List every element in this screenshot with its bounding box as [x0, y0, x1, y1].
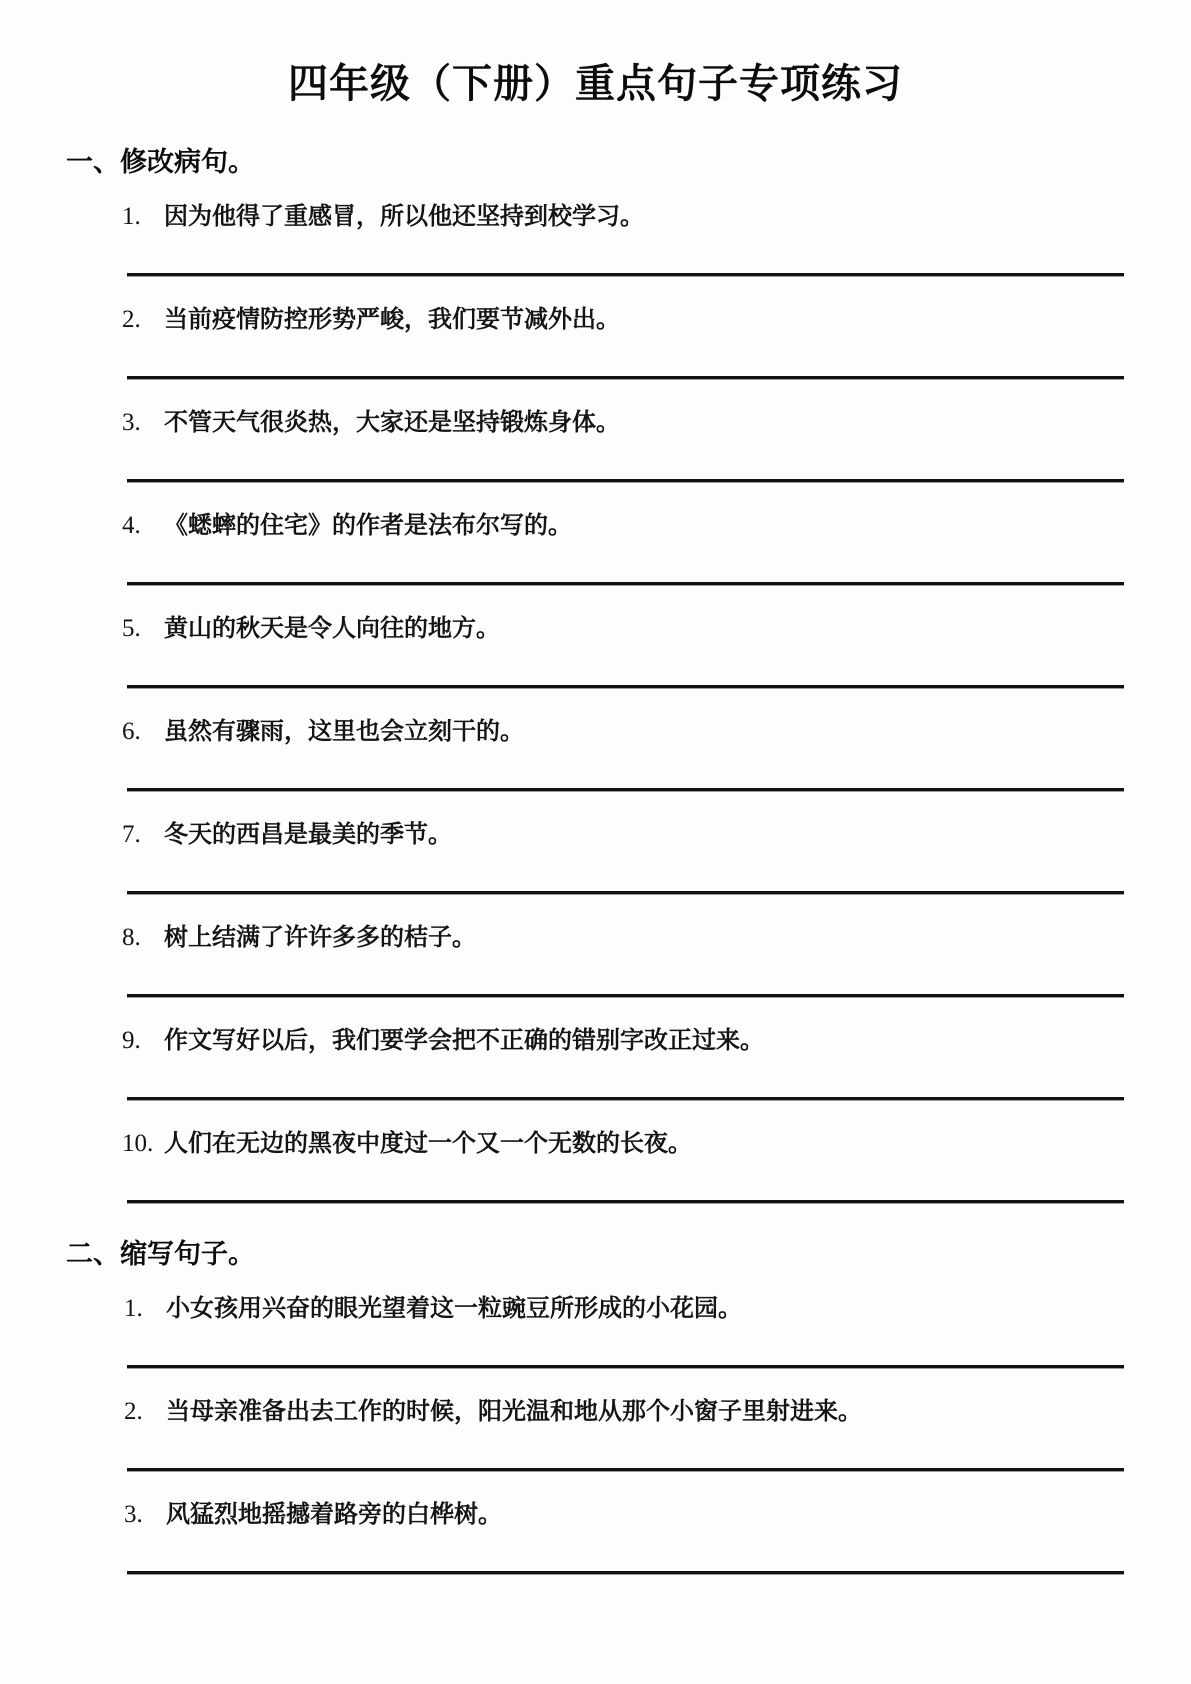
item-text: 当母亲准备出去工作的时候，阳光温和地从那个小窗子里射进来。: [166, 1397, 862, 1425]
answer-line[interactable]: [127, 788, 1124, 792]
exercise-item: [122, 711, 1131, 746]
answer-line[interactable]: [127, 1468, 1124, 1472]
exercise-item: [122, 402, 1131, 437]
answer-line[interactable]: [127, 1097, 1124, 1101]
answer-line[interactable]: [127, 891, 1124, 895]
exercise-item: [122, 814, 1131, 849]
answer-line[interactable]: [127, 1365, 1124, 1369]
exercise-item: [124, 1288, 1131, 1323]
item-number: 1.: [122, 203, 141, 230]
item-number: 9.: [122, 1027, 141, 1054]
section-heading-shorten-sentences: 二、缩写句子。: [66, 1239, 255, 1270]
item-text: 冬天的西昌是最美的季节。: [164, 820, 452, 848]
item-text: 不管天气很炎热，大家还是坚持锻炼身体。: [164, 408, 620, 436]
answer-line[interactable]: [127, 685, 1124, 689]
answer-line[interactable]: [127, 582, 1124, 586]
item-number: 4.: [122, 512, 141, 539]
item-text: 当前疫情防控形势严峻，我们要节减外出。: [164, 305, 620, 333]
item-text: 风猛烈地摇撼着路旁的白桦树。: [166, 1500, 502, 1528]
item-number: 3.: [124, 1501, 143, 1528]
item-text: 人们在无边的黑夜中度过一个又一个无数的长夜。: [164, 1129, 692, 1157]
exercise-item: [124, 1494, 1131, 1529]
item-text: 小女孩用兴奋的眼光望着这一粒豌豆所形成的小花园。: [166, 1294, 742, 1322]
item-text: 树上结满了许许多多的桔子。: [164, 923, 476, 951]
item-number: 2.: [124, 1398, 143, 1425]
exercise-item: [124, 1391, 1131, 1426]
exercise-item: [122, 608, 1131, 643]
item-number: 2.: [122, 306, 141, 333]
exercise-item: [122, 505, 1131, 540]
item-text: 《蟋蟀的住宅》的作者是法布尔写的。: [164, 511, 572, 539]
item-text: 作文写好以后，我们要学会把不正确的错别字改正过来。: [164, 1026, 764, 1054]
item-number: 10.: [122, 1130, 154, 1157]
exercise-item: [122, 196, 1131, 231]
item-number: 3.: [122, 409, 141, 436]
item-text: 黄山的秋天是令人向往的地方。: [164, 614, 500, 642]
answer-line[interactable]: [127, 376, 1124, 380]
item-number: 6.: [122, 718, 141, 745]
item-text: 虽然有骤雨，这里也会立刻干的。: [164, 717, 524, 745]
answer-line[interactable]: [127, 1571, 1124, 1575]
item-text: 因为他得了重感冒，所以他还坚持到校学习。: [164, 202, 644, 230]
item-number: 7.: [122, 821, 141, 848]
exercise-item: [122, 917, 1131, 952]
page-title: 四年级（下册）重点句子专项练习: [288, 61, 903, 107]
section-heading-correct-sentences: 一、修改病句。: [66, 147, 255, 178]
answer-line[interactable]: [127, 994, 1124, 998]
item-number: 5.: [122, 615, 141, 642]
answer-line[interactable]: [127, 479, 1124, 483]
item-number: 8.: [122, 924, 141, 951]
exercise-item: [122, 1020, 1131, 1055]
answer-line[interactable]: [127, 1200, 1124, 1204]
exercise-item: [122, 1123, 1131, 1158]
exercise-item: [122, 299, 1131, 334]
item-number: 1.: [124, 1295, 143, 1322]
answer-line[interactable]: [127, 273, 1124, 277]
